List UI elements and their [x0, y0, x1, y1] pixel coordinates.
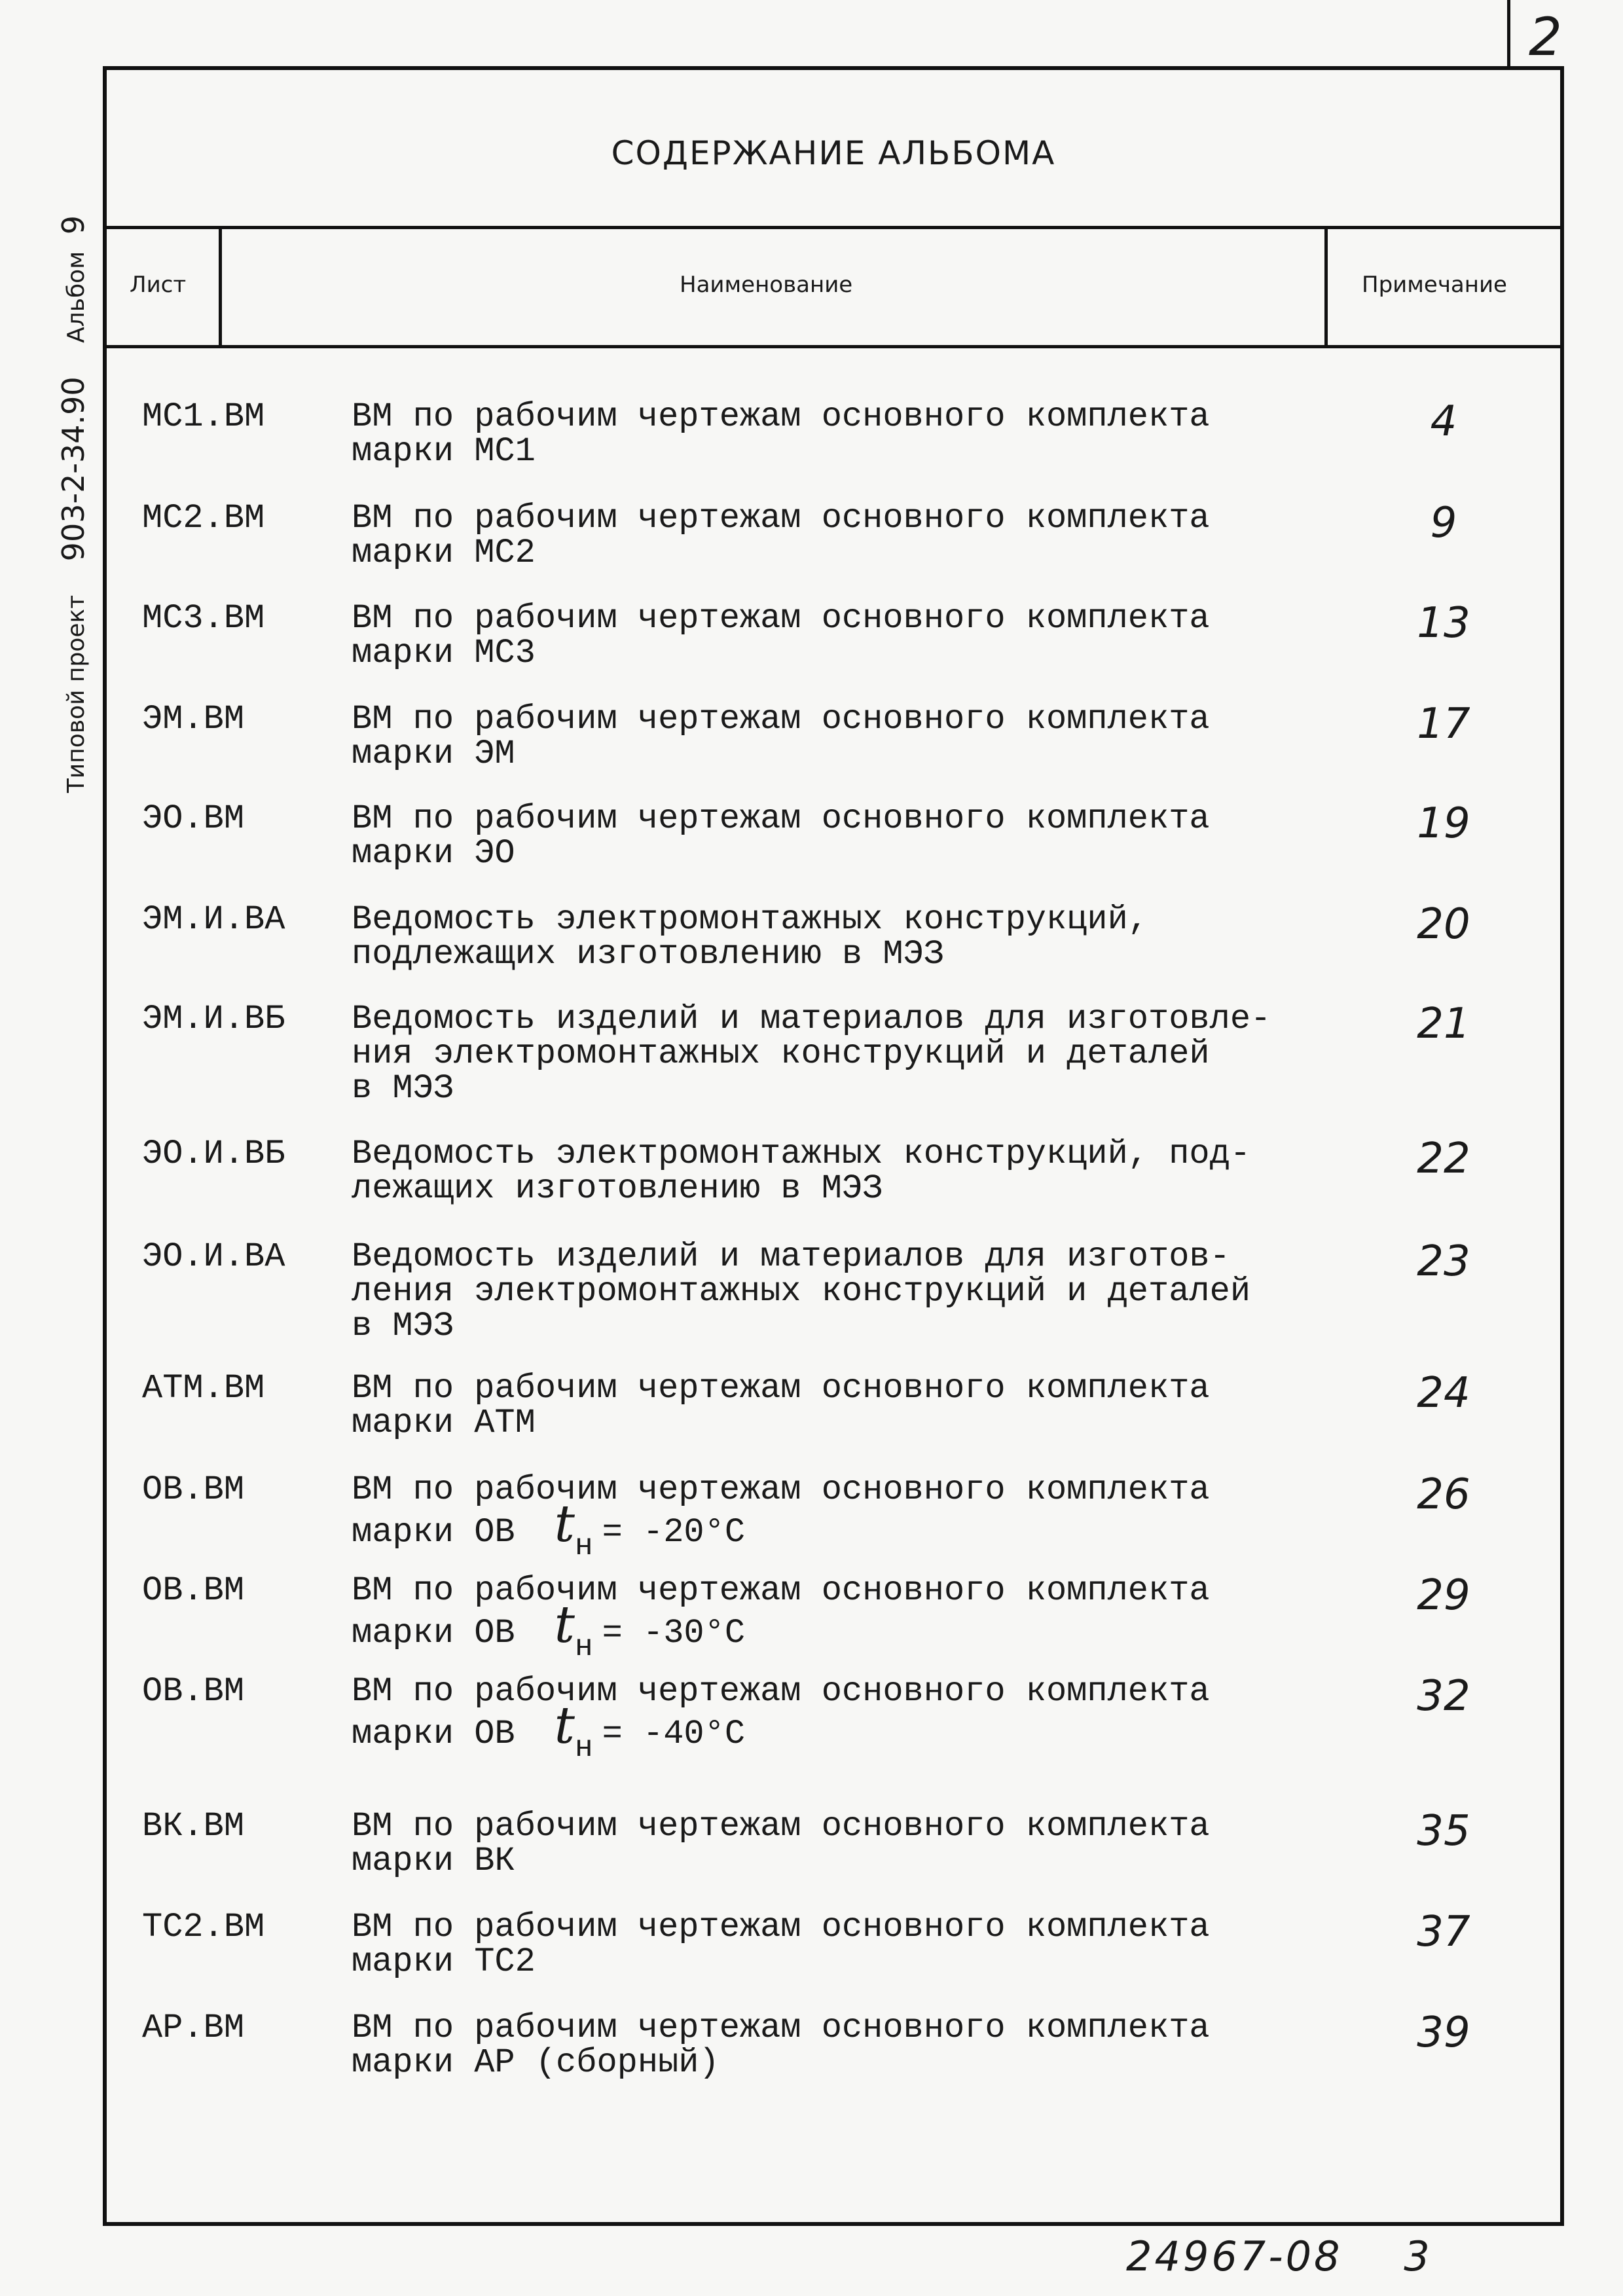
row-code: ЭМ.И.ВБ [142, 1000, 285, 1038]
row-name-text: ВМ по рабочим чертежам основного комплекта [352, 599, 1210, 638]
temperature-value: = -20°C [602, 1513, 746, 1552]
header-name: Наименование [680, 272, 853, 298]
row-name-line [352, 1406, 1210, 1440]
footer-doc-number: 24967-08 [1126, 2232, 1343, 2280]
row-code: ЭМ.ВМ [142, 700, 245, 738]
row-name-text: марки МС3 [352, 634, 536, 672]
row-page-note: 24 [1417, 1369, 1470, 1417]
row-name-text: ВМ по рабочим чертежам основного комплекта [352, 1369, 1210, 1408]
row-name-line [352, 1171, 1250, 1206]
row-name-text: Ведомость электромонтажных конструкций, под- [352, 1135, 1251, 1173]
row-page-note: 39 [1417, 2009, 1470, 2057]
row-name-line [352, 1002, 1271, 1036]
row-name [352, 1573, 1210, 1665]
corner-divider [1507, 0, 1510, 66]
row-name [352, 1239, 1250, 1343]
row-name-line [352, 1071, 1271, 1106]
row-page-note: 19 [1417, 799, 1470, 848]
row-name-line [352, 1674, 1210, 1709]
side-stamp [56, 215, 91, 793]
row-name-line [352, 836, 1210, 871]
row-page-note: 32 [1417, 1672, 1470, 1721]
side-project: Типовой проект [63, 594, 90, 793]
row-name-text: Ведомость электромонтажных конструкций, [352, 900, 1148, 939]
footer-sheet: 3 [1404, 2232, 1432, 2280]
title-divider [103, 226, 1564, 229]
row-name [352, 1137, 1250, 1206]
row-name-line [352, 1472, 1210, 1507]
row-name [352, 801, 1210, 871]
temperature-symbol: t [554, 1495, 575, 1554]
temperature-value: = -40°C [602, 1715, 746, 1753]
row-name [352, 1472, 1210, 1564]
row-name-text: марки ОВ [352, 1513, 515, 1552]
row-name-line [352, 1274, 1250, 1309]
row-name [352, 1674, 1210, 1766]
row-name-line [352, 1595, 1210, 1665]
row-name-text: Ведомость изделий и материалов для изготов- [352, 1237, 1230, 1276]
row-page-note: 13 [1417, 599, 1470, 647]
row-name [352, 501, 1210, 570]
row-code: МС2.ВМ [142, 499, 265, 538]
row-code: ТС2.ВМ [142, 1908, 265, 1946]
row-name [352, 702, 1210, 771]
row-code: МС1.ВМ [142, 397, 265, 436]
row-name [352, 2011, 1210, 2080]
row-code: ЭО.И.ВБ [142, 1135, 285, 1173]
page-title: СОДЕРЖАНИЕ АЛЬБОМА [611, 134, 1056, 172]
row-name-text: марки АР (сборный) [352, 2043, 720, 2082]
row-name [352, 1910, 1210, 1979]
row-name-line [352, 902, 1148, 937]
row-name-text: ВМ по рабочим чертежам основного комплекта [352, 1672, 1210, 1711]
row-page-note: 21 [1417, 1000, 1470, 1048]
row-page-note: 20 [1417, 900, 1470, 949]
temperature-subscript: н [575, 1731, 593, 1765]
row-name-line [352, 601, 1210, 636]
row-name-line [352, 937, 1148, 972]
row-name-line [352, 536, 1210, 570]
row-name-text: ВМ по рабочим чертежам основного комплекта [352, 799, 1210, 838]
col-divider-1 [219, 226, 222, 348]
row-name-line [352, 2011, 1210, 2045]
row-name-line [352, 1809, 1210, 1844]
row-page-note: 26 [1417, 1470, 1470, 1519]
row-name [352, 1809, 1210, 1878]
row-name-text: марки ОВ [352, 1715, 515, 1753]
row-name-line [352, 1910, 1210, 1944]
row-page-note: 9 [1430, 499, 1457, 547]
footer-stamp [1126, 2232, 1432, 2280]
row-name-line [352, 737, 1210, 771]
row-name-line [352, 1495, 1210, 1564]
side-album-no: 9 [56, 215, 91, 235]
row-name-line [352, 801, 1210, 836]
row-name-line [352, 2045, 1210, 2080]
row-name-text: ВМ по рабочим чертежам основного комплекта [352, 700, 1210, 738]
row-name [352, 601, 1210, 670]
row-code: АР.ВМ [142, 2009, 245, 2047]
temperature-symbol: t [554, 1595, 575, 1654]
row-name-text: ВМ по рабочим чертежам основного комплекта [352, 1470, 1210, 1509]
row-name-text: Ведомость изделий и материалов для изготовле- [352, 1000, 1271, 1038]
row-name [352, 1371, 1210, 1440]
row-name-line [352, 702, 1210, 737]
row-name-text: в МЭЗ [352, 1069, 454, 1108]
row-page-note: 35 [1417, 1807, 1470, 1855]
row-name-text: лежащих изготовлению в МЭЗ [352, 1169, 883, 1208]
row-name-text: ления электромонтажных конструкций и деталей [352, 1272, 1251, 1311]
row-name-text: ния электромонтажных конструкций и деталей [352, 1034, 1210, 1073]
row-code: ЭО.И.ВА [142, 1237, 285, 1276]
temperature-subscript: н [575, 1529, 593, 1563]
row-code: ОВ.ВМ [142, 1571, 245, 1610]
row-name-line [352, 1371, 1210, 1406]
row-name-text: ВМ по рабочим чертежам основного комплекта [352, 499, 1210, 538]
row-code: ОВ.ВМ [142, 1672, 245, 1711]
row-page-note: 23 [1417, 1237, 1470, 1286]
row-name [352, 1002, 1271, 1106]
row-name-line [352, 1309, 1250, 1343]
row-page-note: 4 [1430, 397, 1457, 446]
row-name-line [352, 1036, 1271, 1071]
row-code: ВК.ВМ [142, 1807, 245, 1846]
row-code: ЭМ.И.ВА [142, 900, 285, 939]
temperature-symbol: t [554, 1696, 575, 1755]
row-name-text: марки ЭО [352, 834, 515, 873]
row-name [352, 902, 1148, 972]
row-name-text: марки МС1 [352, 432, 536, 471]
col-divider-2 [1324, 226, 1328, 348]
row-name-line [352, 434, 1210, 469]
side-album: Альбом [63, 251, 90, 343]
row-name-line [352, 636, 1210, 670]
row-name-text: марки ОВ [352, 1614, 515, 1652]
row-name-text: марки ТС2 [352, 1942, 536, 1981]
row-name-text: ВМ по рабочим чертежам основного комплекта [352, 397, 1210, 436]
row-name-line [352, 1944, 1210, 1979]
temperature-value: = -30°C [602, 1614, 746, 1652]
row-code: МС3.ВМ [142, 599, 265, 638]
row-name-line [352, 1239, 1250, 1274]
row-name-line [352, 1573, 1210, 1608]
header-divider [103, 345, 1564, 348]
page-number: 2 [1529, 7, 1562, 67]
row-page-note: 29 [1417, 1571, 1470, 1620]
row-name-text: марки АТМ [352, 1404, 536, 1442]
temperature-subscript: н [575, 1630, 593, 1664]
row-name-line [352, 1696, 1210, 1766]
row-name-line [352, 1137, 1250, 1171]
header-note: Примечание [1362, 272, 1507, 298]
row-name-line [352, 399, 1210, 434]
row-name-text: в МЭЗ [352, 1307, 454, 1345]
row-name-text: ВМ по рабочим чертежам основного комплекта [352, 1908, 1210, 1946]
row-name [352, 399, 1210, 469]
row-name-text: марки ЭМ [352, 735, 515, 773]
row-name-text: ВМ по рабочим чертежам основного комплекта [352, 1807, 1210, 1846]
row-name-text: марки ВК [352, 1842, 515, 1880]
row-name-line [352, 501, 1210, 536]
row-page-note: 22 [1417, 1135, 1470, 1183]
side-code: 903-2-34.90 [56, 376, 91, 562]
row-code: АТМ.ВМ [142, 1369, 265, 1408]
row-code: ОВ.ВМ [142, 1470, 245, 1509]
header-sheet: Лист [130, 272, 187, 298]
row-page-note: 37 [1417, 1908, 1470, 1956]
row-page-note: 17 [1417, 700, 1470, 748]
row-code: ЭО.ВМ [142, 799, 245, 838]
row-name-text: ВМ по рабочим чертежам основного комплекта [352, 2009, 1210, 2047]
row-name-text: ВМ по рабочим чертежам основного комплекта [352, 1571, 1210, 1610]
row-name-text: марки МС2 [352, 534, 536, 572]
row-name-text: подлежащих изготовлению в МЭЗ [352, 935, 944, 974]
row-name-line [352, 1844, 1210, 1878]
